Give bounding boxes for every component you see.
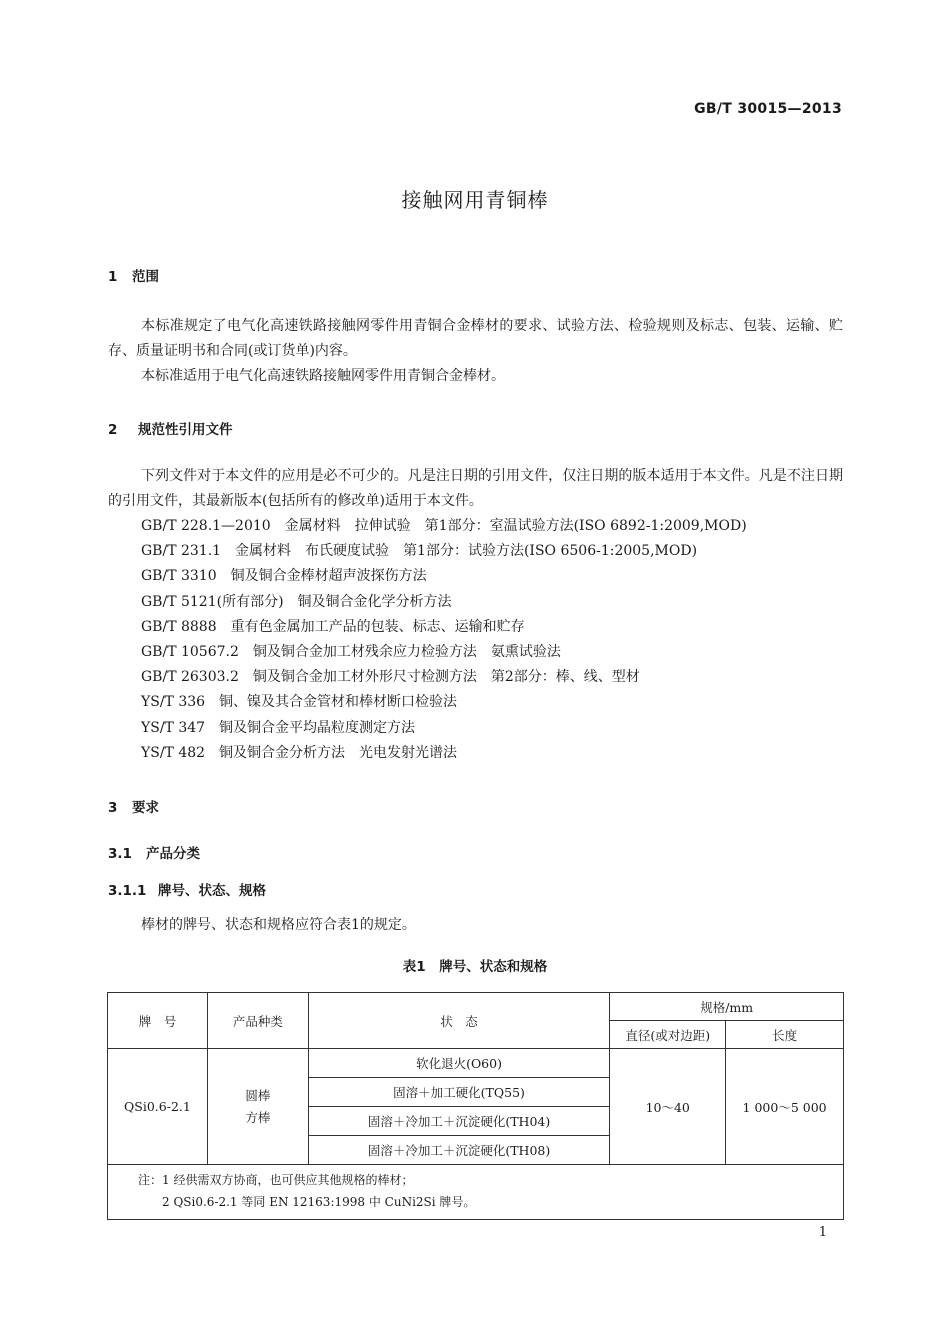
- section-number: 2: [108, 422, 118, 438]
- cell-diameter: 10～40: [610, 1049, 726, 1165]
- scope-paragraph-2: 本标准适用于电气化高速铁路接触网零件用青铜合金棒材。: [141, 368, 505, 384]
- section-title: 规范性引用文件: [138, 422, 233, 438]
- cell-product-type: [207, 1049, 308, 1165]
- header-length: 长度: [726, 1021, 844, 1049]
- header-grade: 牌 号: [108, 993, 208, 1049]
- page-number: 1: [818, 1225, 827, 1240]
- section-number: 3: [108, 800, 118, 816]
- reference-item: GB/T 231.1 金属材料 布氏硬度试验 第1部分：试验方法(ISO 6506-1:2005,MOD): [141, 543, 698, 560]
- reference-item: GB/T 10567.2 铜及铜合金加工材残余应力检验方法 氨熏试验法: [141, 644, 561, 661]
- section-1-heading: [108, 265, 159, 285]
- section-title: 范围: [132, 269, 159, 285]
- scope-paragraph-1: 本标准规定了电气化高速铁路接触网零件用青铜合金棒材的要求、试验方法、检验规则及标志、包装、运输、贮存、质量证明书和合同(或订货单)内容。: [108, 318, 843, 359]
- section-title: 要求: [132, 800, 159, 816]
- section-number: 1: [108, 269, 118, 285]
- cell-state: 软化退火(O60): [308, 1049, 610, 1078]
- cell-length: 1 000～5 000: [726, 1049, 844, 1165]
- grade-state-spec-table: [107, 992, 844, 1220]
- reference-item: GB/T 228.1—2010 金属材料 拉伸试验 第1部分：室温试验方法(ISO 6892-1:2009,MOD): [141, 518, 747, 534]
- table-caption: 表1 牌号、状态和规格: [402, 959, 548, 975]
- table-notes: [108, 1165, 844, 1220]
- section-title: 牌号、状态、规格: [158, 883, 266, 899]
- table-reference-paragraph: 棒材的牌号、状态和规格应符合表1的规定。: [141, 917, 416, 933]
- section-number: 3.1.1: [108, 883, 147, 899]
- table-note: 注：1 经供需双方协商，也可供应其他规格的棒材；: [138, 1173, 414, 1187]
- cell-state: 固溶＋冷加工＋沉淀硬化(TH08): [308, 1136, 610, 1165]
- standard-number: GB/T 30015—2013: [694, 101, 842, 117]
- product-type-square: 方棒: [245, 1109, 271, 1125]
- normative-references-intro: 下列文件对于本文件的应用是必不可少的。凡是注日期的引用文件，仅注日期的版本适用于本文件。凡是不注日期的引用文件，其最新版本(包括所有的修改单)适用于本文件。: [108, 468, 843, 509]
- section-2-heading: [108, 418, 233, 438]
- section-3-1-1-heading: [108, 879, 266, 899]
- reference-item: YS/T 336 铜、镍及其合金管材和棒材断口检验法: [141, 694, 458, 711]
- reference-list: [141, 514, 747, 766]
- document-title: 接触网用青铜棒: [401, 188, 549, 212]
- cell-state: 固溶＋加工硬化(TQ55): [308, 1078, 610, 1107]
- header-state: 状 态: [308, 993, 610, 1049]
- reference-item: GB/T 5121(所有部分) 铜及铜合金化学分析方法: [141, 593, 452, 610]
- header-product-type: 产品种类: [207, 993, 308, 1049]
- section-3-1-heading: [108, 842, 200, 862]
- section-title: 产品分类: [146, 846, 200, 862]
- section-number: 3.1: [108, 846, 132, 862]
- product-type-round: 圆棒: [245, 1087, 271, 1103]
- reference-item: YS/T 347 铜及铜合金平均晶粒度测定方法: [141, 719, 416, 736]
- table-note: 2 QSi0.6-2.1 等同 EN 12163:1998 中 CuNi2Si 牌号。: [162, 1195, 476, 1209]
- reference-item: GB/T 26303.2 铜及铜合金加工材外形尺寸检测方法 第2部分：棒、线、型材: [141, 669, 640, 686]
- reference-item: GB/T 3310 铜及铜合金棒材超声波探伤方法: [141, 568, 427, 585]
- header-spec: 规格/mm: [610, 993, 844, 1021]
- reference-item: YS/T 482 铜及铜合金分析方法 光电发射光谱法: [141, 744, 458, 761]
- cell-grade: QSi0.6-2.1: [108, 1049, 208, 1165]
- reference-item: GB/T 8888 重有色金属加工产品的包装、标志、运输和贮存: [141, 618, 525, 635]
- section-3-heading: [108, 796, 159, 816]
- header-diameter: 直径(或对边距): [610, 1021, 726, 1049]
- cell-state: 固溶＋冷加工＋沉淀硬化(TH04): [308, 1107, 610, 1136]
